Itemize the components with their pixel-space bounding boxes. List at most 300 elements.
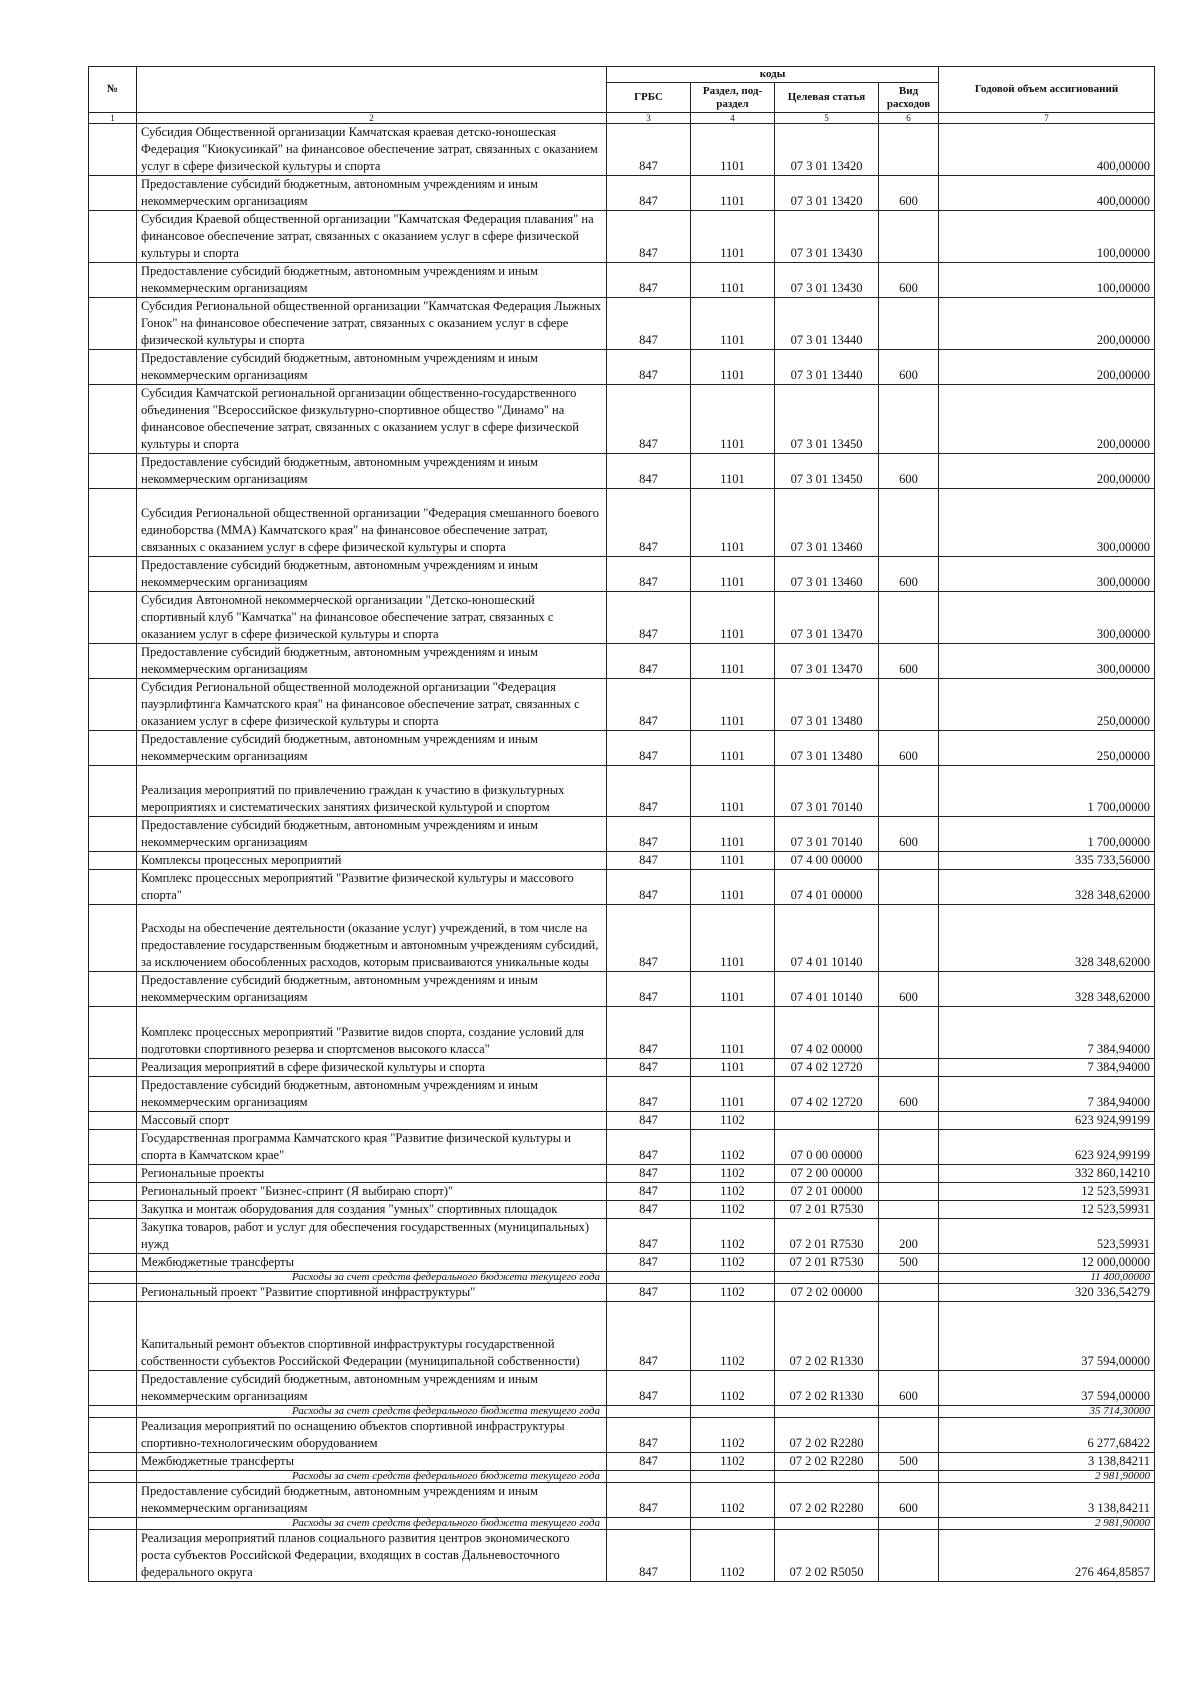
amount-cell: 6 277,68422 [939, 1418, 1155, 1453]
razdel-cell: 1101 [691, 644, 775, 679]
no-cell [89, 766, 137, 817]
no-cell [89, 1130, 137, 1165]
description-cell: Субсидия Общественной организации Камчатская краевая детско-юношеская Федерация "Киокусинкай" на финансовое обеспечение затрат, связанных с оказанием услуг в сфере физической культуры и спорта [137, 124, 607, 176]
table-row [89, 1007, 1155, 1059]
target-cell [775, 1471, 879, 1483]
grbs-cell [607, 1272, 691, 1284]
grbs-cell: 847 [607, 263, 691, 298]
table-subrow [89, 1518, 1155, 1530]
amount-cell: 250,00000 [939, 731, 1155, 766]
grbs-cell: 847 [607, 679, 691, 731]
col-header-vid: Вид расходов [879, 83, 939, 113]
no-cell [89, 1183, 137, 1201]
table-row [89, 905, 1155, 972]
vid-cell: 600 [879, 176, 939, 211]
description-cell: Государственная программа Камчатского края "Развитие физической культуры и спорта в Камчатском крае" [137, 1130, 607, 1165]
table-row [89, 1112, 1155, 1130]
razdel-cell: 1101 [691, 679, 775, 731]
target-cell: 07 0 00 00000 [775, 1130, 879, 1165]
grbs-cell: 847 [607, 350, 691, 385]
vid-cell [879, 766, 939, 817]
no-cell [89, 679, 137, 731]
razdel-cell: 1102 [691, 1284, 775, 1302]
no-cell [89, 1302, 137, 1371]
target-cell: 07 3 01 13450 [775, 385, 879, 454]
table-row [89, 1201, 1155, 1219]
amount-cell: 200,00000 [939, 350, 1155, 385]
vid-cell: 500 [879, 1254, 939, 1272]
col-header-target: Целевая статья [775, 83, 879, 113]
col-header-no: № [89, 67, 137, 113]
grbs-cell: 847 [607, 731, 691, 766]
no-cell [89, 1406, 137, 1418]
target-cell: 07 2 01 R7530 [775, 1219, 879, 1254]
col-header-codes: коды [607, 67, 939, 83]
table-row [89, 350, 1155, 385]
grbs-cell: 847 [607, 817, 691, 852]
vid-cell [879, 1059, 939, 1077]
target-cell: 07 4 01 00000 [775, 870, 879, 905]
razdel-cell: 1102 [691, 1183, 775, 1201]
target-cell: 07 3 01 13440 [775, 350, 879, 385]
no-cell [89, 211, 137, 263]
grbs-cell: 847 [607, 298, 691, 350]
grbs-cell: 847 [607, 1183, 691, 1201]
amount-cell: 2 981,90000 [939, 1471, 1155, 1483]
col-index: 4 [691, 113, 775, 124]
amount-cell: 35 714,30000 [939, 1406, 1155, 1418]
description-cell: Межбюджетные трансферты [137, 1254, 607, 1272]
target-cell: 07 3 01 13470 [775, 644, 879, 679]
no-cell [89, 1530, 137, 1582]
description-cell: Расходы за счет средств федерального бюджета текущего года [137, 1406, 607, 1418]
razdel-cell: 1102 [691, 1530, 775, 1582]
vid-cell [879, 1418, 939, 1453]
description-cell: Капитальный ремонт объектов спортивной инфраструктуры государственной собственности субъектов Российской Федерации (муниципальной собственности) [137, 1302, 607, 1371]
vid-cell: 200 [879, 1219, 939, 1254]
table-row [89, 1530, 1155, 1582]
description-cell: Субсидия Региональной общественной молодежной организации "Федерация пауэрлифтинга Камчатского края" на финансовое обеспечение затрат, связанных с оказанием услуг в сфере физической культуры и спорта [137, 679, 607, 731]
grbs-cell: 847 [607, 1219, 691, 1254]
grbs-cell: 847 [607, 1284, 691, 1302]
grbs-cell [607, 1406, 691, 1418]
amount-cell: 1 700,00000 [939, 766, 1155, 817]
amount-cell: 12 000,00000 [939, 1254, 1155, 1272]
amount-cell: 300,00000 [939, 644, 1155, 679]
grbs-cell: 847 [607, 1254, 691, 1272]
description-cell: Комплекс процессных мероприятий "Развитие видов спорта, создание условий для подготовки спортивного резерва и спортсменов высокого класса" [137, 1007, 607, 1059]
target-cell: 07 3 01 13440 [775, 298, 879, 350]
grbs-cell: 847 [607, 972, 691, 1007]
grbs-cell: 847 [607, 1302, 691, 1371]
amount-cell: 200,00000 [939, 454, 1155, 489]
table-row [89, 454, 1155, 489]
vid-cell [879, 1272, 939, 1284]
description-cell: Предоставление субсидий бюджетным, автономным учреждениям и иным некоммерческим организациям [137, 644, 607, 679]
no-cell [89, 870, 137, 905]
table-row [89, 1183, 1155, 1201]
table-row [89, 1130, 1155, 1165]
amount-cell: 200,00000 [939, 298, 1155, 350]
col-index: 2 [137, 113, 607, 124]
razdel-cell: 1102 [691, 1483, 775, 1518]
target-cell [775, 1272, 879, 1284]
grbs-cell: 847 [607, 1530, 691, 1582]
razdel-cell [691, 1518, 775, 1530]
no-cell [89, 644, 137, 679]
amount-cell: 37 594,00000 [939, 1302, 1155, 1371]
table-row [89, 766, 1155, 817]
target-cell: 07 3 01 13430 [775, 211, 879, 263]
col-index: 7 [939, 113, 1155, 124]
razdel-cell: 1101 [691, 124, 775, 176]
grbs-cell: 847 [607, 454, 691, 489]
no-cell [89, 1453, 137, 1471]
razdel-cell: 1101 [691, 263, 775, 298]
description-cell: Региональный проект "Бизнес-спринт (Я выбираю спорт)" [137, 1183, 607, 1201]
amount-cell: 7 384,94000 [939, 1059, 1155, 1077]
grbs-cell: 847 [607, 385, 691, 454]
no-cell [89, 489, 137, 557]
amount-cell: 37 594,00000 [939, 1371, 1155, 1406]
target-cell: 07 2 01 R7530 [775, 1254, 879, 1272]
razdel-cell: 1101 [691, 489, 775, 557]
table-row [89, 557, 1155, 592]
grbs-cell: 847 [607, 489, 691, 557]
vid-cell: 600 [879, 972, 939, 1007]
razdel-cell: 1101 [691, 350, 775, 385]
razdel-cell: 1101 [691, 557, 775, 592]
grbs-cell: 847 [607, 1112, 691, 1130]
no-cell [89, 124, 137, 176]
vid-cell [879, 592, 939, 644]
table-row [89, 385, 1155, 454]
table-row [89, 124, 1155, 176]
description-cell: Реализация мероприятий планов социального развития центров экономического роста субъектов Российской Федерации, входящих в состав Дальневосточного федерального округа [137, 1530, 607, 1582]
no-cell [89, 1284, 137, 1302]
target-cell: 07 3 01 13480 [775, 679, 879, 731]
vid-cell: 600 [879, 1483, 939, 1518]
razdel-cell: 1101 [691, 298, 775, 350]
description-cell: Предоставление субсидий бюджетным, автономным учреждениям и иным некоммерческим организациям [137, 972, 607, 1007]
no-cell [89, 1112, 137, 1130]
target-cell: 07 2 02 00000 [775, 1284, 879, 1302]
description-cell: Межбюджетные трансферты [137, 1453, 607, 1471]
no-cell [89, 298, 137, 350]
razdel-cell: 1101 [691, 1007, 775, 1059]
description-cell: Реализация мероприятий в сфере физической культуры и спорта [137, 1059, 607, 1077]
vid-cell [879, 1302, 939, 1371]
table-row [89, 1453, 1155, 1471]
no-cell [89, 1518, 137, 1530]
description-cell: Предоставление субсидий бюджетным, автономным учреждениям и иным некоммерческим организациям [137, 1483, 607, 1518]
vid-cell: 600 [879, 1371, 939, 1406]
vid-cell [879, 1518, 939, 1530]
target-cell: 07 4 02 12720 [775, 1059, 879, 1077]
vid-cell [879, 905, 939, 972]
target-cell: 07 3 01 13450 [775, 454, 879, 489]
description-cell: Субсидия Региональной общественной организации "Федерация смешанного боевого единоборства (ММА) Камчатского края" на финансовое обеспечение затрат, связанных с оказанием услуг в сфере физической культуры и спорта [137, 489, 607, 557]
razdel-cell: 1102 [691, 1201, 775, 1219]
grbs-cell: 847 [607, 211, 691, 263]
description-cell: Расходы на обеспечение деятельности (оказание услуг) учреждений, в том числе на предоставление государственным бюджетным и автономным учреждениям субсидий, за исключением обособленных расходов, которым присваиваются уникальные коды [137, 905, 607, 972]
target-cell: 07 2 02 R2280 [775, 1418, 879, 1453]
table-row [89, 298, 1155, 350]
table-row [89, 1077, 1155, 1112]
no-cell [89, 557, 137, 592]
no-cell [89, 972, 137, 1007]
no-cell [89, 1201, 137, 1219]
description-cell: Реализация мероприятий по оснащению объектов спортивной инфраструктуры спортивно-технологическим оборудованием [137, 1418, 607, 1453]
amount-cell: 335 733,56000 [939, 852, 1155, 870]
target-cell: 07 2 00 00000 [775, 1165, 879, 1183]
razdel-cell: 1101 [691, 731, 775, 766]
no-cell [89, 731, 137, 766]
description-cell: Предоставление субсидий бюджетным, автономным учреждениям и иным некоммерческим организациям [137, 731, 607, 766]
razdel-cell: 1101 [691, 905, 775, 972]
vid-cell [879, 1183, 939, 1201]
amount-cell: 200,00000 [939, 385, 1155, 454]
amount-cell: 332 860,14210 [939, 1165, 1155, 1183]
description-cell: Предоставление субсидий бюджетным, автономным учреждениям и иным некоммерческим организациям [137, 1371, 607, 1406]
razdel-cell: 1102 [691, 1371, 775, 1406]
razdel-cell: 1102 [691, 1165, 775, 1183]
grbs-cell [607, 1471, 691, 1483]
table-row [89, 1418, 1155, 1453]
description-cell: Предоставление субсидий бюджетным, автономным учреждениям и иным некоммерческим организациям [137, 454, 607, 489]
razdel-cell: 1102 [691, 1112, 775, 1130]
table-row [89, 731, 1155, 766]
no-cell [89, 1371, 137, 1406]
grbs-cell: 847 [607, 644, 691, 679]
vid-cell: 600 [879, 454, 939, 489]
target-cell: 07 3 01 13420 [775, 124, 879, 176]
grbs-cell: 847 [607, 1007, 691, 1059]
table-row [89, 592, 1155, 644]
grbs-cell: 847 [607, 557, 691, 592]
target-cell: 07 2 02 R2280 [775, 1483, 879, 1518]
vid-cell: 600 [879, 644, 939, 679]
no-cell [89, 1483, 137, 1518]
vid-cell [879, 852, 939, 870]
table-subrow [89, 1272, 1155, 1284]
target-cell: 07 2 01 00000 [775, 1183, 879, 1201]
grbs-cell: 847 [607, 852, 691, 870]
no-cell [89, 1165, 137, 1183]
description-cell: Комплексы процессных мероприятий [137, 852, 607, 870]
description-cell: Субсидия Региональной общественной организации "Камчатская Федерация Лыжных Гонок" на финансовое обеспечение затрат, связанных с оказанием услуг в сфере физической культуры и спорта [137, 298, 607, 350]
table-row [89, 1059, 1155, 1077]
col-header-grbs: ГРБС [607, 83, 691, 113]
no-cell [89, 1059, 137, 1077]
vid-cell [879, 679, 939, 731]
amount-cell: 276 464,85857 [939, 1530, 1155, 1582]
no-cell [89, 852, 137, 870]
col-index: 5 [775, 113, 879, 124]
col-header-amount: Годовой объем ассигнований [939, 67, 1155, 113]
vid-cell [879, 489, 939, 557]
budget-table [88, 66, 1155, 1582]
vid-cell [879, 1530, 939, 1582]
grbs-cell: 847 [607, 1059, 691, 1077]
no-cell [89, 592, 137, 644]
amount-cell: 100,00000 [939, 263, 1155, 298]
target-cell: 07 2 02 R5050 [775, 1530, 879, 1582]
vid-cell [879, 124, 939, 176]
vid-cell: 600 [879, 350, 939, 385]
description-cell: Предоставление субсидий бюджетным, автономным учреждениям и иным некоммерческим организациям [137, 1077, 607, 1112]
description-cell: Предоставление субсидий бюджетным, автономным учреждениям и иным некоммерческим организациям [137, 817, 607, 852]
table-row [89, 176, 1155, 211]
razdel-cell: 1101 [691, 852, 775, 870]
amount-cell: 320 336,54279 [939, 1284, 1155, 1302]
amount-cell: 250,00000 [939, 679, 1155, 731]
vid-cell: 500 [879, 1453, 939, 1471]
no-cell [89, 454, 137, 489]
amount-cell: 1 700,00000 [939, 817, 1155, 852]
target-cell [775, 1406, 879, 1418]
target-cell: 07 2 02 R1330 [775, 1371, 879, 1406]
description-cell: Реализация мероприятий по привлечению граждан к участию в физкультурных мероприятиях и систематических занятиях физической культурой и спортом [137, 766, 607, 817]
description-cell: Предоставление субсидий бюджетным, автономным учреждениям и иным некоммерческим организациям [137, 176, 607, 211]
vid-cell [879, 870, 939, 905]
target-cell: 07 3 01 13460 [775, 557, 879, 592]
no-cell [89, 1219, 137, 1254]
table-row [89, 1284, 1155, 1302]
target-cell: 07 2 02 R2280 [775, 1453, 879, 1471]
no-cell [89, 263, 137, 298]
no-cell [89, 385, 137, 454]
description-cell: Предоставление субсидий бюджетным, автономным учреждениям и иным некоммерческим организациям [137, 557, 607, 592]
amount-cell: 328 348,62000 [939, 905, 1155, 972]
table-row [89, 1302, 1155, 1371]
vid-cell: 600 [879, 263, 939, 298]
no-cell [89, 1471, 137, 1483]
grbs-cell: 847 [607, 1130, 691, 1165]
razdel-cell: 1101 [691, 385, 775, 454]
no-cell [89, 905, 137, 972]
razdel-cell: 1102 [691, 1254, 775, 1272]
razdel-cell: 1102 [691, 1130, 775, 1165]
razdel-cell [691, 1272, 775, 1284]
razdel-cell: 1101 [691, 211, 775, 263]
grbs-cell: 847 [607, 870, 691, 905]
vid-cell [879, 298, 939, 350]
table-row [89, 817, 1155, 852]
razdel-cell: 1101 [691, 766, 775, 817]
grbs-cell: 847 [607, 1077, 691, 1112]
target-cell: 07 4 01 10140 [775, 972, 879, 1007]
target-cell: 07 3 01 70140 [775, 766, 879, 817]
no-cell [89, 350, 137, 385]
table-row [89, 679, 1155, 731]
grbs-cell: 847 [607, 1201, 691, 1219]
amount-cell: 300,00000 [939, 557, 1155, 592]
amount-cell: 12 523,59931 [939, 1201, 1155, 1219]
no-cell [89, 817, 137, 852]
razdel-cell: 1102 [691, 1302, 775, 1371]
grbs-cell: 847 [607, 176, 691, 211]
col-index: 1 [89, 113, 137, 124]
grbs-cell: 847 [607, 1453, 691, 1471]
vid-cell [879, 211, 939, 263]
target-cell: 07 3 01 13430 [775, 263, 879, 298]
razdel-cell: 1102 [691, 1453, 775, 1471]
vid-cell: 600 [879, 731, 939, 766]
description-cell: Региональный проект "Развитие спортивной инфраструктуры" [137, 1284, 607, 1302]
col-index: 3 [607, 113, 691, 124]
table-row [89, 1254, 1155, 1272]
table-row [89, 972, 1155, 1007]
description-cell: Предоставление субсидий бюджетным, автономным учреждениям и иным некоммерческим организациям [137, 263, 607, 298]
amount-cell: 7 384,94000 [939, 1007, 1155, 1059]
amount-cell: 400,00000 [939, 124, 1155, 176]
description-cell: Расходы за счет средств федерального бюджета текущего года [137, 1471, 607, 1483]
description-cell: Закупка товаров, работ и услуг для обеспечения государственных (муниципальных) нужд [137, 1219, 607, 1254]
target-cell: 07 2 01 R7530 [775, 1201, 879, 1219]
table-body [89, 124, 1155, 1582]
amount-cell: 400,00000 [939, 176, 1155, 211]
table-subrow [89, 1471, 1155, 1483]
grbs-cell: 847 [607, 124, 691, 176]
amount-cell: 300,00000 [939, 489, 1155, 557]
amount-cell: 523,59931 [939, 1219, 1155, 1254]
razdel-cell: 1102 [691, 1219, 775, 1254]
razdel-cell: 1101 [691, 176, 775, 211]
razdel-cell: 1101 [691, 1059, 775, 1077]
grbs-cell: 847 [607, 766, 691, 817]
amount-cell: 7 384,94000 [939, 1077, 1155, 1112]
razdel-cell: 1101 [691, 817, 775, 852]
col-header-description [137, 67, 607, 113]
grbs-cell: 847 [607, 1371, 691, 1406]
description-cell: Расходы за счет средств федерального бюджета текущего года [137, 1518, 607, 1530]
table-row [89, 870, 1155, 905]
grbs-cell: 847 [607, 905, 691, 972]
table-row [89, 489, 1155, 557]
razdel-cell: 1101 [691, 592, 775, 644]
col-index: 6 [879, 113, 939, 124]
vid-cell [879, 1406, 939, 1418]
target-cell: 07 3 01 70140 [775, 817, 879, 852]
grbs-cell: 847 [607, 1165, 691, 1183]
target-cell: 07 4 00 00000 [775, 852, 879, 870]
no-cell [89, 176, 137, 211]
description-cell: Массовый спорт [137, 1112, 607, 1130]
table-row [89, 1371, 1155, 1406]
description-cell: Субсидия Краевой общественной организации "Камчатская Федерация плавания" на финансовое обеспечение затрат, связанных с оказанием услуг в сфере физической культуры и спорта [137, 211, 607, 263]
razdel-cell: 1102 [691, 1418, 775, 1453]
amount-cell: 2 981,90000 [939, 1518, 1155, 1530]
amount-cell: 328 348,62000 [939, 972, 1155, 1007]
vid-cell [879, 1165, 939, 1183]
vid-cell: 600 [879, 1077, 939, 1112]
no-cell [89, 1272, 137, 1284]
table-row [89, 852, 1155, 870]
target-cell [775, 1112, 879, 1130]
vid-cell [879, 385, 939, 454]
description-cell: Предоставление субсидий бюджетным, автономным учреждениям и иным некоммерческим организациям [137, 350, 607, 385]
table-row [89, 644, 1155, 679]
amount-cell: 3 138,84211 [939, 1453, 1155, 1471]
razdel-cell [691, 1471, 775, 1483]
table-subrow [89, 1406, 1155, 1418]
vid-cell [879, 1112, 939, 1130]
table-row [89, 1483, 1155, 1518]
description-cell: Закупка и монтаж оборудования для создания "умных" спортивных площадок [137, 1201, 607, 1219]
description-cell: Региональные проекты [137, 1165, 607, 1183]
target-cell: 07 4 01 10140 [775, 905, 879, 972]
